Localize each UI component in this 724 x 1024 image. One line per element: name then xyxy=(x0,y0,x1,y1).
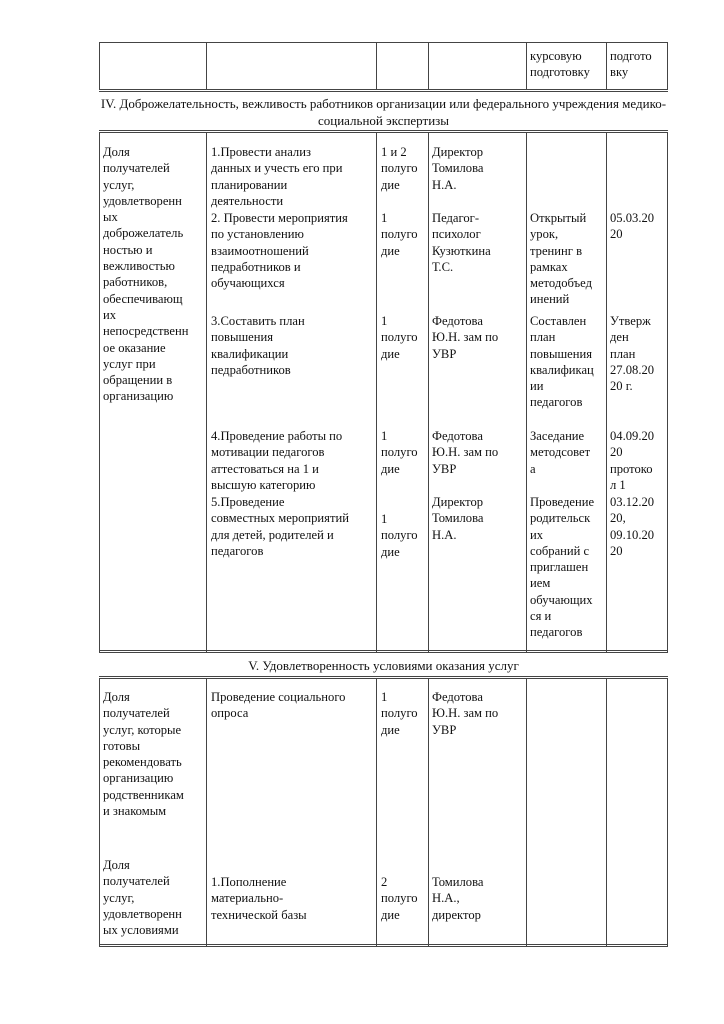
item-1-responsible: Директор Томилова Н.А. xyxy=(432,145,484,192)
item-2-result: Открытый урок, тренинг в рамках методобъед инений xyxy=(530,211,592,307)
col-divider xyxy=(99,132,100,652)
table-top-border xyxy=(99,42,668,43)
item-5-date: 03.12.20 20, 09.10.20 20 xyxy=(610,495,655,558)
item-4-date: 04.09.20 20 протоко л 1 xyxy=(610,429,655,492)
item-3-responsible: Федотова Ю.Н. зам по УВР xyxy=(432,314,499,361)
row-border xyxy=(99,130,668,133)
col-divider xyxy=(206,132,207,652)
col-divider xyxy=(606,42,607,90)
item-1-term: 1 и 2 полуго дие xyxy=(381,145,418,192)
item-5-term: 1 полуго дие xyxy=(381,512,418,559)
section-4-title: IV. Доброжелательность, вежливость работников организации или федерального учреждения медико-социальной экспертизы xyxy=(100,96,667,128)
section-5-row-1-action: Проведение социального опроса xyxy=(211,690,346,721)
col-divider xyxy=(206,42,207,90)
section-5-row-2-responsible: Томилова Н.А., директор xyxy=(432,875,484,922)
item-3-term: 1 полуго дие xyxy=(381,314,418,361)
item-5-responsible: Директор Томилова Н.А. xyxy=(432,495,484,542)
col-divider xyxy=(667,42,668,90)
section-5-row-2-action: 1.Пополнение материально- технической базы xyxy=(211,875,307,922)
section-5-row-1-term: 1 полуго дие xyxy=(381,690,418,737)
item-4-action: 4.Проведение работы по мотивации педагогов аттестоваться на 1 и высшую категорию xyxy=(211,429,343,492)
col-divider xyxy=(376,42,377,90)
section-5-title: V. Удовлетворенность условиями оказания услуг xyxy=(248,658,519,673)
section-5-row-1-responsible: Федотова Ю.Н. зам по УВР xyxy=(432,690,499,737)
section-5-row-2-indicator: Доля получателей услуг, удовлетворенн ых условиями xyxy=(103,858,182,938)
item-3-result: Составлен план повышения квалификац ии педагогов xyxy=(530,314,594,410)
item-4-responsible: Федотова Ю.Н. зам по УВР xyxy=(432,429,499,476)
row-border xyxy=(99,676,668,679)
item-4-result: Заседание методсовет а xyxy=(530,429,591,476)
item-2-date: 05.03.20 20 xyxy=(610,211,655,242)
row-border xyxy=(99,89,668,92)
top-row-date-cell: подгото вку xyxy=(610,49,652,80)
item-2-action: 2. Провести мероприятия по установлению взаимоотношений педработников и обучающихся xyxy=(211,211,348,291)
item-3-date: Утверж ден план 27.08.20 20 г. xyxy=(610,314,655,394)
table-bottom-border xyxy=(99,944,668,947)
item-1-action: 1.Провести анализ данных и учесть его при планировании деятельности xyxy=(211,145,343,208)
col-divider xyxy=(99,678,100,946)
col-divider xyxy=(526,42,527,90)
section-5-row-2-term: 2 полуго дие xyxy=(381,875,418,922)
item-5-result: Проведение родительск их собраний с приглашен ием обучающих ся и педагогов xyxy=(530,495,595,640)
item-3-action: 3.Составить план повышения квалификации педработников xyxy=(211,314,305,377)
item-2-responsible: Педагог- психолог Кузюткина Т.С. xyxy=(432,211,491,274)
col-divider xyxy=(606,678,607,946)
top-row-result-cell: курсовую подготовку xyxy=(530,49,590,80)
col-divider xyxy=(667,678,668,946)
item-5-action: 5.Проведение совместных мероприятий для детей, родителей и педагогов xyxy=(211,495,349,558)
section-5-row-1-indicator: Доля получателей услуг, которые готовы рекомендовать организацию родственникам и знакомым xyxy=(103,690,184,819)
col-divider xyxy=(206,678,207,946)
item-4-term: 1 полуго дие xyxy=(381,429,418,476)
row-border xyxy=(99,650,668,653)
item-2-term: 1 полуго дие xyxy=(381,211,418,258)
col-divider xyxy=(428,42,429,90)
col-divider xyxy=(99,42,100,90)
section-4-indicator: Доля получателей услуг, удовлетворенн ых доброжелатель ностью и вежливостью работников, обеспечивающ их непосредственн ое оказание услуг при обращении в организацию xyxy=(103,145,189,404)
